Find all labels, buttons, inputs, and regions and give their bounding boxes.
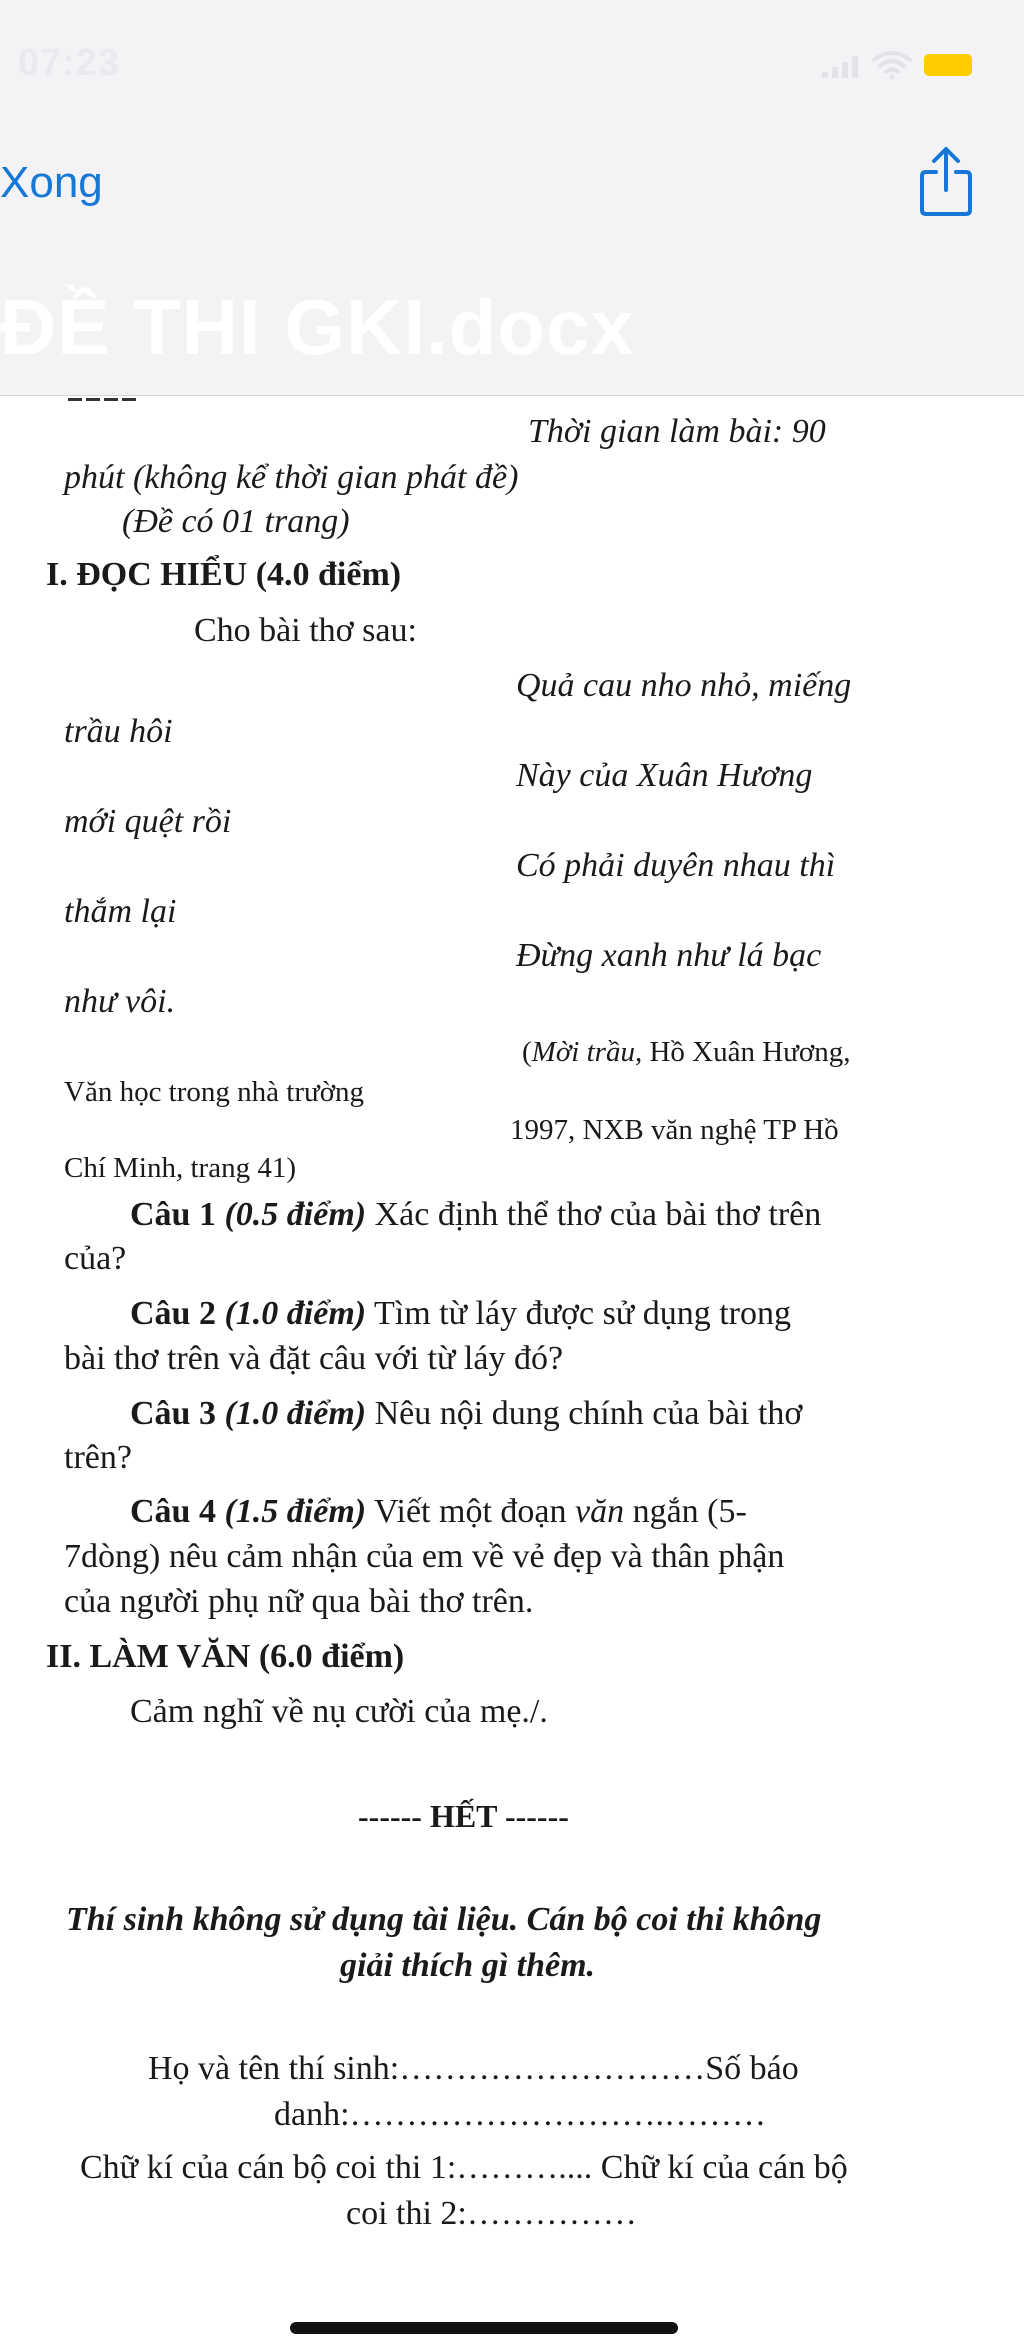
exam-note-line-2: giải thích gì thêm. — [340, 1947, 596, 1984]
question-4 — [130, 1490, 747, 1534]
question-4-line-3: của người phụ nữ qua bài thơ trên. — [64, 1583, 534, 1620]
poem-source-title: Mời trầu — [531, 1036, 635, 1068]
end-marker: ------ HẾT ------ — [358, 1798, 569, 1834]
top-navigation-bar — [0, 0, 1024, 396]
question-2-continued: bài thơ trên và đặt câu với từ láy đó? — [64, 1340, 564, 1377]
status-time: 07:23 — [18, 42, 121, 84]
question-3-continued: trên? — [64, 1439, 132, 1476]
pages-note: (Đề có 01 trang) — [122, 503, 350, 540]
question-1 — [130, 1193, 821, 1237]
candidate-id-field: danh:……………………….……… — [274, 2096, 767, 2133]
section2-heading: II. LÀM VĂN (6.0 điểm) — [46, 1638, 405, 1675]
poem-source-author: , Hồ Xuân Hương, — [634, 1036, 851, 1068]
poem-source-line-4: Chí Minh, trang 41) — [64, 1152, 296, 1184]
poem-source-line-1: (Mời trầu, Hồ Xuân Hương, — [522, 1036, 851, 1068]
question-4-text-italic: văn — [574, 1493, 625, 1530]
poem-line-2a: Này của Xuân Hương — [516, 757, 813, 794]
question-1-label: Câu 1 — [130, 1196, 216, 1233]
question-4-line-2: 7dòng) nêu cảm nhận của em về vẻ đẹp và thân phận — [64, 1538, 785, 1575]
section1-heading: I. ĐỌC HIỂU (4.0 điểm) — [46, 556, 402, 593]
proctor-signature-line-2: coi thi 2:…………… — [346, 2195, 637, 2232]
question-1-text: Xác định thể thơ của bài thơ trên — [374, 1196, 822, 1233]
poem-line-4a: Đừng xanh như lá bạc — [516, 937, 822, 974]
poem-line-1b: trầu hôi — [64, 713, 173, 750]
proctor-signature-line-1: Chữ kí của cán bộ coi thi 1:……….... Chữ kí của cán bộ — [80, 2149, 848, 2186]
poem-line-2b: mới quệt rồi — [64, 803, 232, 840]
poem-source-line-2: Văn học trong nhà trường — [64, 1076, 365, 1108]
poem-intro: Cho bài thơ sau: — [194, 612, 417, 649]
wifi-icon — [872, 50, 912, 80]
question-2-points: (1.0 điểm) — [224, 1295, 367, 1332]
exam-note-line-1: Thí sinh không sử dụng tài liệu. Cán bộ coi thi không — [66, 1901, 822, 1938]
poem-line-4b: như vôi. — [64, 983, 176, 1020]
document-title: ĐỀ THI GKI.docx — [0, 283, 635, 371]
poem-line-1a: Quả cau nho nhỏ, miếng — [516, 667, 852, 704]
share-icon[interactable] — [918, 146, 974, 218]
question-4-text-2: ngắn (5- — [632, 1493, 747, 1530]
question-3-text: Nêu nội dung chính của bài thơ — [374, 1395, 803, 1432]
cellular-signal-icon — [822, 56, 862, 78]
poem-source-line-3: 1997, NXB văn nghệ TP Hồ — [510, 1114, 839, 1146]
question-1-points: (0.5 điểm) — [224, 1196, 367, 1233]
question-2-label: Câu 2 — [130, 1295, 216, 1332]
question-2-text: Tìm từ láy được sử dụng trong — [374, 1295, 791, 1332]
poem-line-3a: Có phải duyên nhau thì — [516, 847, 836, 884]
candidate-name-field: Họ và tên thí sinh:………………………Số báo — [148, 2050, 799, 2087]
question-4-text-1: Viết một đoạn — [374, 1493, 567, 1530]
question-3 — [130, 1392, 802, 1436]
question-3-label: Câu 3 — [130, 1395, 216, 1432]
poem-line-3b: thắm lại — [64, 893, 177, 930]
partial-text-line — [68, 388, 158, 396]
question-1-continued: của? — [64, 1240, 127, 1277]
status-icons — [812, 50, 972, 80]
question-4-points: (1.5 điểm) — [224, 1493, 367, 1530]
essay-prompt: Cảm nghĩ về nụ cười của mẹ./. — [130, 1693, 548, 1730]
question-2 — [130, 1292, 791, 1336]
question-3-points: (1.0 điểm) — [224, 1395, 367, 1432]
home-indicator[interactable] — [290, 2322, 678, 2334]
question-4-label: Câu 4 — [130, 1493, 216, 1530]
time-line-1: Thời gian làm bài: 90 — [528, 413, 826, 450]
time-line-2: phút (không kể thời gian phát đề) — [64, 459, 519, 496]
battery-icon — [924, 54, 972, 76]
done-button[interactable]: Xong — [0, 158, 103, 207]
